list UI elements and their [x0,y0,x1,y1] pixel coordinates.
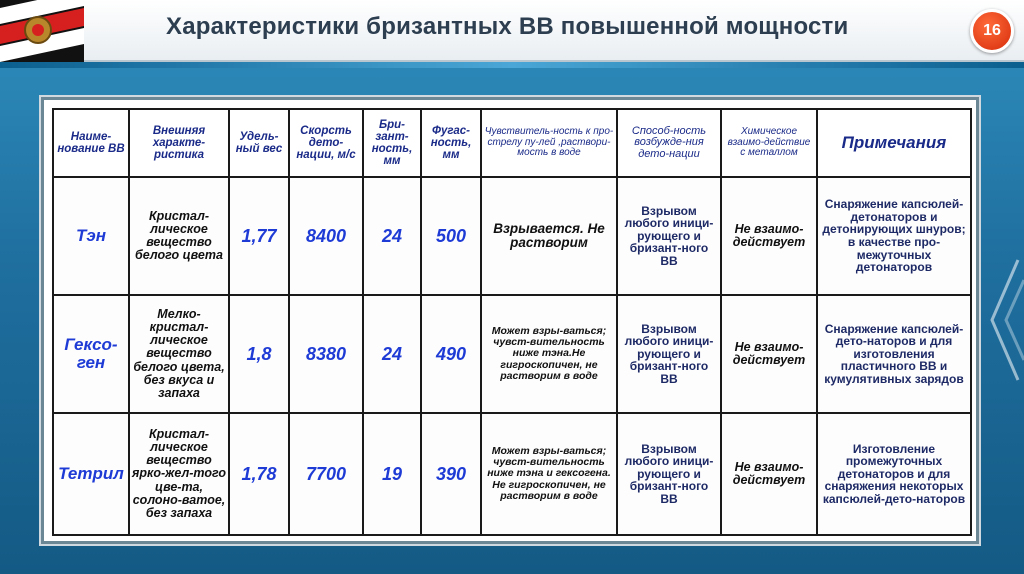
cell-sensitivity: Взрывается. Не растворим [481,177,617,295]
explosives-table [52,108,972,536]
header-name: Наиме-нование ВВ [53,109,129,177]
cell-density: 1,78 [229,413,289,535]
table-row [53,295,971,413]
cell-fugacity: 490 [421,295,481,413]
header-appearance: Внешняя характе-ристика [129,109,229,177]
cell-name: Тетрил [53,413,129,535]
cell-velocity: 8380 [289,295,363,413]
header-fugacity: Фугас-ность, мм [421,109,481,177]
cell-chemical: Не взаимо-действует [721,413,817,535]
cell-chemical: Не взаимо-действует [721,177,817,295]
cell-density: 1,77 [229,177,289,295]
header-chemical: Химическое взаимо-действие с металлом [721,109,817,177]
cell-initiation: Взрывом любого иници-рующего и бризант-ного ВВ [617,413,721,535]
cell-notes: Снаряжение капсюлей-дето-наторов и для изготовления пластичного ВВ и кумулятивных зарядов [817,295,971,413]
cell-velocity: 7700 [289,413,363,535]
page-number-badge: 16 [970,9,1014,53]
cell-appearance: Мелко-кристал-лическое вещество белого цвета, без вкуса и запаха [129,295,229,413]
cell-brisance: 24 [363,177,421,295]
cell-brisance: 19 [363,413,421,535]
cell-fugacity: 500 [421,177,481,295]
cell-appearance: Кристал-лическое вещество ярко-жел-того цве-та, солоно-ватое, без запаха [129,413,229,535]
decorative-chevron-icon [984,250,1024,390]
table-header-row [53,109,971,177]
table-row [53,177,971,295]
header-brisance: Бри-зант-ность, мм [363,109,421,177]
cell-velocity: 8400 [289,177,363,295]
slide-header [0,0,1024,62]
table-row [53,413,971,535]
cell-initiation: Взрывом любого иници-рующего и бризант-ного ВВ [617,295,721,413]
header-initiation: Способ-ность возбужде-ния дето-нации [617,109,721,177]
cell-density: 1,8 [229,295,289,413]
cell-name: Тэн [53,177,129,295]
header-divider [0,62,1024,68]
header-sensitivity: Чувствитель-ность к про-стрелу пу-лей ,раствори-мость в воде [481,109,617,177]
cell-sensitivity: Может взры-ваться; чувст-вительность ниже тэна и гексогена. Не гигроскопичен, не растворим в воде [481,413,617,535]
slide-title: Характеристики бризантных ВВ повышенной мощности [166,13,849,40]
cell-brisance: 24 [363,295,421,413]
explosives-table-frame [41,97,979,544]
cell-fugacity: 390 [421,413,481,535]
cell-initiation: Взрывом любого иници-рующего и бризант-ного ВВ [617,177,721,295]
cell-appearance: Кристал-лическое вещество белого цвета [129,177,229,295]
cell-chemical: Не взаимо-действует [721,295,817,413]
cell-notes: Снаряжение капсюлей-детонаторов и детонирующих шнуров; в качестве про-межуточных детонаторов [817,177,971,295]
cell-sensitivity: Может взры-ваться; чувст-вительность ниже тэна.Не гигроскопичен, не растворим в воде [481,295,617,413]
cell-notes: Изготовление промежуточных детонаторов и для снаряжения некоторых капсюлей-дето-наторов [817,413,971,535]
header-velocity: Скорсть дето-нации, м/с [289,109,363,177]
header-notes: Примечания [817,109,971,177]
header-density: Удель-ный вес [229,109,289,177]
cell-name: Гексо-ген [53,295,129,413]
military-emblem-icon [0,0,84,62]
